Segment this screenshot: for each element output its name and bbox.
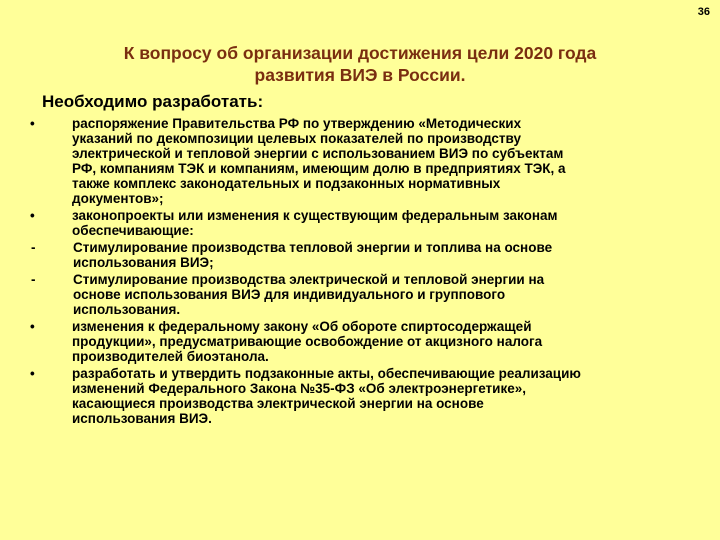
page-number: 36 (697, 6, 710, 18)
slide-title (40, 42, 680, 86)
list-item-text: законопроекты или изменения к существующим федеральным законам обеспечивающие: (72, 208, 558, 238)
subheading: Необходимо разработать: (42, 92, 264, 111)
list-item-text: разработать и утвердить подзаконные акты, обеспечивающие реализацию изменений Федерального Закона №35-ФЗ «Об электроэнергетике», касающиеся производства электрической энергии на основе использования ВИЭ. (72, 366, 581, 426)
bullet-marker: • (30, 366, 35, 381)
list-item (28, 116, 698, 206)
list-item-text: Стимулирование производства тепловой энергии и топлива на основе использования ВИЭ; (73, 240, 553, 270)
bullet-marker: • (30, 319, 35, 334)
dash-marker: - (31, 240, 36, 255)
list-item (28, 208, 698, 238)
list-item (28, 366, 698, 426)
list-item-text: Стимулирование производства электрической и тепловой энергии на основе использования ВИЭ для индивидуального и группового использования. (73, 272, 545, 317)
item-list (28, 116, 698, 428)
list-item-text: распоряжение Правительства РФ по утверждению «Методических указаний по декомпозиции целевых показателей по производству электрической и тепловой энергии с использованием ВИЭ по субъектам РФ, компаниям ТЭК и компаниям, имеющим долю в предприятиях ТЭК, а также комплекс законодательных и подзаконных нормативных документов»; (72, 116, 566, 206)
list-item (28, 272, 698, 317)
list-item (28, 240, 698, 270)
title-line-2: развития ВИЭ в России. (254, 65, 466, 85)
dash-marker: - (31, 272, 36, 287)
bullet-marker: • (30, 116, 35, 131)
list-item (28, 319, 698, 364)
title-line-1: К вопросу об организации достижения цели 2020 года (123, 43, 597, 63)
bullet-marker: • (30, 208, 35, 223)
list-item-text: изменения к федеральному закону «Об обороте спиртосодержащей продукции», предусматривающие освобождение от акцизного налога производителей биоэтанола. (72, 319, 543, 364)
